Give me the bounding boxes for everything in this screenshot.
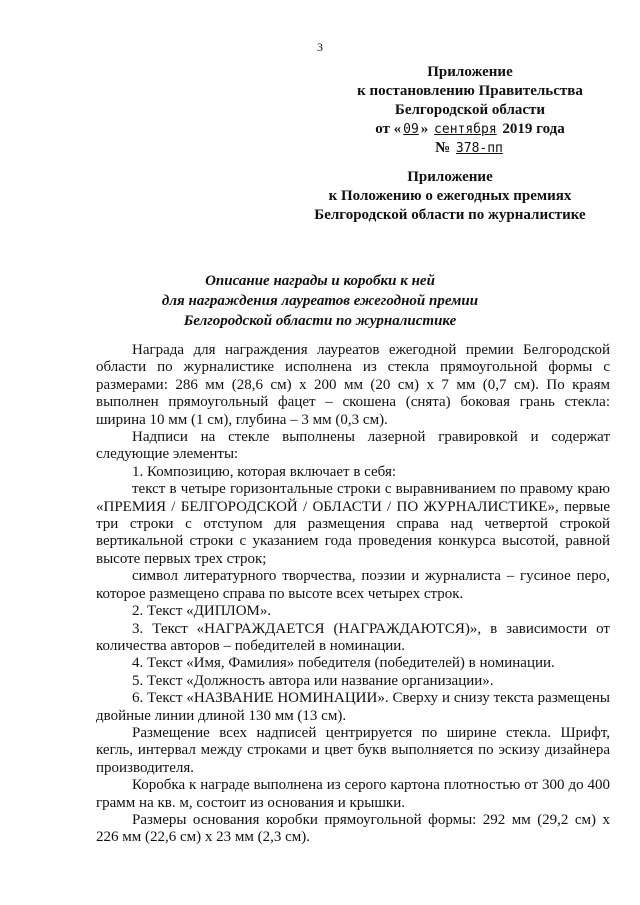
- paragraph: Надписи на стекле выполнены лазерной гравировкой и содержат следующие элементы:: [96, 429, 610, 463]
- paragraph: символ литературного творчества, поэзии и журналиста – гусиное перо, которое размещено справа по высоте всех четырех строк.: [96, 568, 610, 602]
- title-line: Белгородской области по журналистике: [183, 313, 457, 329]
- document-title: [0, 271, 640, 331]
- appendix-heading: Приложение: [407, 169, 493, 185]
- number-value: 378-пп: [455, 141, 503, 156]
- page-number: 3: [317, 40, 323, 54]
- paragraph: Размещение всех надписей центрируется по ширине стекла. Шрифт, кегль, интервал между строками и цвет букв выполняется по эскизу дизайнера производителя.: [96, 724, 610, 776]
- appendix-reference: к постановлению Правительства: [357, 83, 583, 99]
- paragraph: 3. Текст «НАГРАЖДАЕТСЯ (НАГРАЖДАЮТСЯ)», в зависимости от количества авторов – победителей в номинации.: [96, 620, 610, 654]
- appendix-heading: Приложение: [427, 64, 513, 80]
- appendix-block-resolution: [340, 63, 600, 158]
- paragraph: 4. Текст «Имя, Фамилия» победителя (победителей) в номинации.: [132, 655, 555, 672]
- appendix-number: [340, 139, 600, 158]
- appendix-reference: к Положению о ежегодных премиях: [328, 188, 572, 204]
- date-day: 09: [403, 122, 419, 137]
- number-sign: №: [435, 140, 451, 156]
- paragraph: Коробка к награде выполнена из серого картона плотностью от 300 до 400 грамм на кв. м, состоит из основания и крышки.: [96, 777, 610, 811]
- date-month: сентября: [434, 122, 497, 137]
- paragraph: 1. Композицию, которая включает в себя:: [132, 463, 397, 480]
- appendix-region: Белгородской области по журналистике: [314, 207, 586, 223]
- appendix-region: Белгородской области: [394, 102, 546, 118]
- paragraph: Размеры основания коробки прямоугольной формы: 292 мм (29,2 см) х 226 мм (22,6 см) х 23 мм (2,3 см).: [96, 811, 610, 846]
- paragraph: 6. Текст «НАЗВАНИЕ НОМИНАЦИИ». Сверху и снизу текста размещены двойные линии длиной 130 мм (13 см).: [96, 690, 610, 724]
- date-prefix: от «: [375, 121, 402, 137]
- date-year: 2019 года: [502, 121, 565, 137]
- date-mid: »: [420, 121, 429, 137]
- title-line: для награждения лауреатов ежегодной премии: [161, 293, 479, 309]
- title-line: Описание награды и коробки к ней: [205, 273, 435, 289]
- paragraph: текст в четыре горизонтальные строки с выравниванием по правому краю «ПРЕМИЯ / БЕЛГОРОДСКОЙ / ОБЛАСТИ / ПО ЖУРНАЛИСТИКЕ», первые три строки с отступом для размещения справа над четвертой строкой вертикальной строки с указанием года проведения конкурса высотой, равной высоте первых трех строк;: [96, 481, 610, 567]
- paragraph: 2. Текст «ДИПЛОМ».: [132, 603, 272, 620]
- paragraph: Награда для награждения лауреатов ежегодной премии Белгородской области по журналистике исполнена из стекла прямоугольной формы с размерами: 286 мм (28,6 см) х 200 мм (20 см) х 7 мм (0,7 см). По краям выполнен прямоугольный фацет – скошена (снята) боковая грань стекла: ширина 10 мм (1 см), глубина – 3 мм (0,3 см).: [96, 342, 610, 428]
- appendix-date: [340, 120, 600, 139]
- paragraph: 5. Текст «Должность автора или название организации».: [132, 672, 494, 689]
- appendix-block-regulation: [300, 168, 600, 225]
- document-body: [96, 342, 610, 847]
